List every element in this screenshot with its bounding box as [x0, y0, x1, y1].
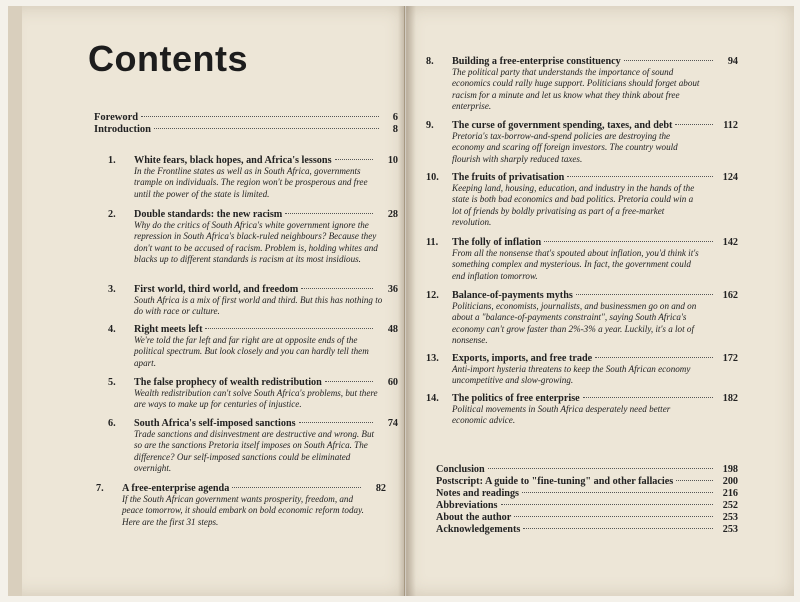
toc-page: 200	[722, 476, 738, 487]
leader-dots	[488, 468, 713, 469]
toc-chapter	[426, 393, 738, 427]
chapter-page: 74	[387, 418, 398, 429]
leader-dots	[205, 328, 373, 329]
chapter-title: The false prophecy of wealth redistribution	[134, 377, 322, 388]
leader-dots	[523, 528, 713, 529]
chapter-description: Keeping land, housing, education, and industry in the hands of the state is both bad economics and bad politics. Pretoria could win a lot of friends by boldly privatising as part of a free-market revolution.	[452, 183, 695, 228]
chapter-title: Building a free-enterprise constituency	[452, 56, 621, 67]
toc-chapter	[108, 324, 398, 369]
toc-introduction	[94, 124, 398, 135]
toc-chapter	[426, 56, 738, 113]
chapter-number: 3.	[108, 284, 116, 295]
toc-label: Abbreviations	[436, 500, 498, 511]
toc-label: Conclusion	[436, 464, 485, 475]
leader-dots	[675, 124, 713, 125]
chapter-description: In the Frontline states as well as in South Africa, governments trample on individuals. The region won't be prosperous and free until the power of the state is limited.	[134, 166, 368, 199]
toc-page: 216	[722, 488, 738, 499]
toc-chapter	[108, 284, 398, 318]
toc-chapter	[426, 120, 738, 165]
leader-dots	[544, 241, 713, 242]
leader-dots	[595, 357, 713, 358]
toc-label: Acknowledgements	[436, 524, 521, 535]
leader-dots	[299, 422, 373, 423]
chapter-number: 11.	[426, 237, 439, 248]
chapter-title: White fears, black hopes, and Africa's lessons	[134, 155, 332, 166]
toc-page: 6	[392, 112, 398, 123]
toc-label: Postscript: A guide to "fine-tuning" and other fallacies	[436, 476, 674, 487]
toc-page: 252	[722, 500, 738, 511]
chapter-description: Politicians, economists, journalists, and businessmen go on and on about a "balance-of-payments constraint", saying South Africa's economy can't grow faster than 2%-3% a year. Luckily, it's a lot of nonsense.	[452, 301, 697, 346]
leader-dots	[325, 381, 373, 382]
chapter-page: 10	[387, 155, 398, 166]
chapter-description: We're told the far left and far right are at opposite ends of the political spectrum. But look closely and you can hardly tell them apart.	[134, 335, 369, 368]
toc-abbreviations	[436, 500, 738, 511]
book-gutter	[398, 6, 416, 596]
chapter-title: A free-enterprise agenda	[122, 483, 230, 494]
toc-chapter	[96, 483, 386, 528]
toc-label: Introduction	[94, 124, 151, 135]
leader-dots	[514, 516, 713, 517]
toc-chapter	[426, 237, 738, 282]
toc-notes	[436, 488, 738, 499]
chapter-page: 48	[387, 324, 398, 335]
chapter-title: South Africa's self-imposed sanctions	[134, 418, 296, 429]
toc-chapter	[108, 209, 398, 266]
leader-dots	[232, 487, 361, 488]
leader-dots	[335, 159, 373, 160]
chapter-title: First world, third world, and freedom	[134, 284, 299, 295]
toc-postscript	[436, 476, 738, 487]
toc-page: 253	[722, 524, 738, 535]
chapter-page: 162	[722, 290, 738, 301]
toc-chapter	[108, 155, 398, 200]
chapter-title: The fruits of privatisation	[452, 172, 565, 183]
chapter-description: Trade sanctions and disinvestment are destructive and wrong. But so are the sanctions Pretoria itself imposes on South Africa. The difference? Our self-imposed sanctions could be eliminated overnight.	[134, 429, 375, 474]
chapter-number: 5.	[108, 377, 116, 388]
chapter-page: 124	[722, 172, 738, 183]
chapter-number: 12.	[426, 290, 439, 301]
chapter-number: 4.	[108, 324, 116, 335]
leader-dots	[522, 492, 713, 493]
leader-dots	[285, 213, 373, 214]
toc-foreword	[94, 112, 398, 123]
chapter-number: 9.	[426, 120, 434, 131]
leader-dots	[576, 294, 713, 295]
toc-about-author	[436, 512, 738, 523]
chapter-description: Pretoria's tax-borrow-and-spend policies are destroying the economy and scaring off foreign investors. The country would flourish with sharply reduced taxes.	[452, 131, 678, 164]
chapter-description: Wealth redistribution can't solve South Africa's problems, but there are ways to make up for centuries of injustice.	[134, 388, 378, 410]
toc-page: 253	[722, 512, 738, 523]
leader-dots	[567, 176, 713, 177]
toc-conclusion	[436, 464, 738, 475]
chapter-page: 182	[722, 393, 738, 404]
toc-chapter	[108, 377, 398, 411]
chapter-description: The political party that understands the importance of sound economics could rally huge support. Politicians should forget about racism for a minute and let us know what they think about free enterprise.	[452, 67, 700, 112]
toc-label: Foreword	[94, 112, 139, 123]
toc-chapter	[426, 172, 738, 229]
chapter-number: 1.	[108, 155, 116, 166]
leader-dots	[301, 288, 373, 289]
chapter-description: Why do the critics of South Africa's white government ignore the repression in South Africa's black-ruled neighbours? Because they don't want to be accused of racism. Problem is, holding whites and blacks up to different standards is racism at its most insidious.	[134, 220, 378, 265]
chapter-number: 13.	[426, 353, 439, 364]
toc-label: Notes and readings	[436, 488, 520, 499]
chapter-title: Balance-of-payments myths	[452, 290, 573, 301]
chapter-description: Political movements in South Africa desperately need better economic advice.	[452, 404, 671, 426]
chapter-number: 10.	[426, 172, 439, 183]
chapter-title: The politics of free enterprise	[452, 393, 580, 404]
chapter-number: 7.	[96, 483, 104, 494]
chapter-number: 14.	[426, 393, 439, 404]
page-edge	[8, 6, 22, 596]
chapter-title: Double standards: the new racism	[134, 209, 283, 220]
leader-dots	[154, 128, 379, 129]
toc-chapter	[426, 290, 738, 347]
chapter-description: From all the nonsense that's spouted about inflation, you'd think it's something complex and mysterious. In fact, the government could end inflation tomorrow.	[452, 248, 699, 281]
toc-acknowledgements	[436, 524, 738, 535]
leader-dots	[141, 116, 379, 117]
chapter-page: 94	[727, 56, 738, 67]
chapter-description: South Africa is a mix of first world and third. But this has nothing to do with race or culture.	[134, 295, 383, 317]
toc-page: 198	[722, 464, 738, 475]
leader-dots	[583, 397, 713, 398]
contents-heading: Contents	[88, 38, 248, 79]
chapter-title: The curse of government spending, taxes, and debt	[452, 120, 673, 131]
toc-label: About the author	[436, 512, 512, 523]
chapter-number: 6.	[108, 418, 116, 429]
chapter-title: The folly of inflation	[452, 237, 542, 248]
chapter-page: 36	[387, 284, 398, 295]
chapter-page: 112	[723, 120, 738, 131]
chapter-page: 82	[375, 483, 386, 494]
toc-page: 8	[392, 124, 398, 135]
chapter-page: 142	[722, 237, 738, 248]
leader-dots	[676, 480, 713, 481]
chapter-description: If the South African government wants prosperity, freedom, and peace tomorrow, it should embark on bold economic reform today. Here are the first 31 steps.	[122, 494, 364, 527]
toc-chapter	[108, 418, 398, 475]
chapter-number: 2.	[108, 209, 116, 220]
chapter-page: 28	[387, 209, 398, 220]
toc-chapter	[426, 353, 738, 387]
chapter-number: 8.	[426, 56, 434, 67]
leader-dots	[624, 60, 713, 61]
chapter-page: 60	[387, 377, 398, 388]
chapter-page: 172	[722, 353, 738, 364]
leader-dots	[501, 504, 713, 505]
chapter-description: Anti-import hysteria threatens to keep the South African economy uncompetitive and slow-growing.	[452, 364, 691, 386]
chapter-title: Exports, imports, and free trade	[452, 353, 593, 364]
chapter-title: Right meets left	[134, 324, 203, 335]
